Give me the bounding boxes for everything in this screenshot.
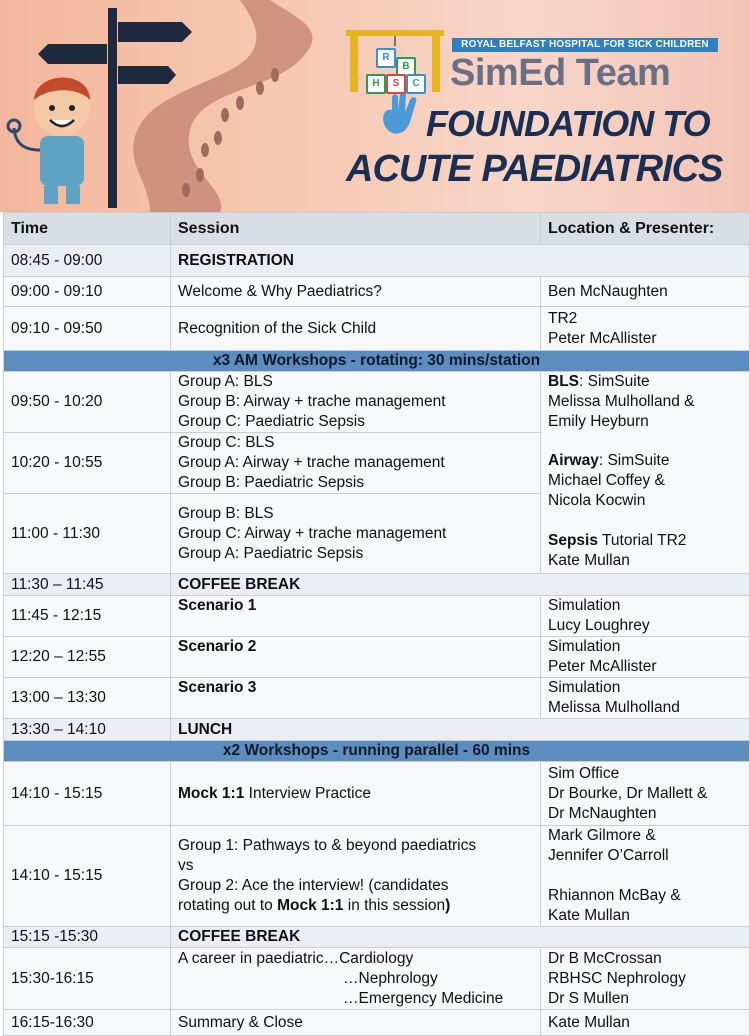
presenter-line: Lucy Loughrey [548, 617, 650, 634]
row-time: 11:45 - 12:15 [4, 596, 171, 637]
row-time: 12:20 – 12:55 [4, 637, 171, 678]
presenter-line: Peter McAllister [548, 658, 657, 675]
sign-right-icon [118, 22, 192, 42]
table-row [4, 307, 750, 351]
row-location: Ben McNaughten [541, 277, 750, 307]
session-line: vs [178, 857, 194, 874]
row-time: 09:00 - 09:10 [4, 277, 171, 307]
header-session: Session [171, 213, 541, 245]
presenter-line: Melissa Mulholland & [548, 393, 695, 410]
row-location [541, 948, 750, 1010]
row-time: 08:45 - 09:00 [4, 245, 171, 277]
session-line: …Emergency Medicine [343, 989, 504, 1007]
row-location [541, 826, 750, 927]
logo-letter-b: B [396, 57, 416, 77]
table-row [4, 372, 750, 433]
location-line: TR2 [548, 309, 578, 327]
table-row [4, 277, 750, 307]
row-location [541, 678, 750, 719]
session-line: Group A: BLS [178, 373, 273, 390]
hospital-name: ROYAL BELFAST HOSPITAL FOR SICK CHILDREN [452, 38, 718, 52]
section-banner-row [4, 351, 750, 372]
location-line: Simulation [548, 638, 621, 655]
table-row [4, 927, 750, 948]
row-session [171, 948, 541, 1010]
bls-label: BLS [548, 373, 579, 390]
schedule-table [3, 212, 750, 1036]
row-time: 11:00 - 11:30 [4, 494, 171, 574]
row-session [171, 433, 541, 494]
row-session: Recognition of the Sick Child [171, 307, 541, 351]
bls-room: : SimSuite [579, 373, 650, 390]
closing-paren: ) [445, 897, 451, 914]
session-line: Group B: Airway + trache management [178, 393, 446, 410]
session-text: in this session [343, 897, 446, 914]
session-line: Group C: Airway + trache management [178, 524, 447, 542]
row-time: 15:30-16:15 [4, 948, 171, 1010]
row-session [171, 826, 541, 927]
location-line: Simulation [548, 679, 621, 696]
spacer [548, 511, 742, 531]
session-line: Group C: Paediatric Sepsis [178, 413, 365, 430]
sepsis-label: Sepsis [548, 532, 598, 549]
signpost-pole [108, 8, 117, 208]
presenter-line: Peter McAllister [548, 329, 657, 347]
table-row [4, 719, 750, 741]
session-line [178, 896, 533, 916]
row-session: Welcome & Why Paediatrics? [171, 277, 541, 307]
table-row [4, 678, 750, 719]
spacer [548, 432, 742, 451]
location-line: Simulation [548, 597, 621, 614]
row-location [541, 637, 750, 678]
header-location: Location & Presenter: [541, 213, 750, 245]
row-session: COFFEE BREAK [171, 927, 750, 948]
row-time: 15:15 -15:30 [4, 927, 171, 948]
title-line-2: ACUTE PAEDIATRICS [346, 148, 723, 190]
row-session: COFFEE BREAK [171, 574, 750, 596]
session-line: Group C: BLS [178, 434, 275, 451]
row-session: Summary & Close [171, 1010, 541, 1036]
row-time: 13:30 – 14:10 [4, 719, 171, 741]
row-session [171, 372, 541, 433]
logo-letter-c: C [406, 74, 426, 94]
sepsis-room: Tutorial TR2 [597, 532, 687, 549]
presenter-line: Nicola Kocwin [548, 492, 646, 509]
table-row [4, 1010, 750, 1036]
table-row [4, 948, 750, 1010]
row-location [541, 596, 750, 637]
row-session [171, 762, 541, 826]
table-row [4, 637, 750, 678]
row-time: 14:10 - 15:15 [4, 826, 171, 927]
airway-location [548, 451, 742, 471]
table-row [4, 762, 750, 826]
session-line: Group B: BLS [178, 504, 274, 522]
session-line: Group B: Paediatric Sepsis [178, 474, 365, 491]
table-row [4, 574, 750, 596]
row-time: 14:10 - 15:15 [4, 762, 171, 826]
presenter-line: Kate Mullan [548, 552, 630, 569]
title-line-1: FOUNDATION TO [426, 103, 710, 144]
session-line: Group A: Paediatric Sepsis [178, 544, 364, 562]
session-line: …Nephrology [343, 969, 438, 987]
logo-letter-s: S [386, 74, 406, 94]
row-session: REGISTRATION [171, 245, 750, 277]
presenter-line: Jennifer O’Carroll [548, 847, 669, 864]
row-time: 10:20 - 10:55 [4, 433, 171, 494]
table-header-row [4, 213, 750, 245]
presenter-line: Rhiannon McBay & [548, 887, 681, 904]
mock-label: Mock 1:1 [277, 897, 344, 914]
presenter-line: Kate Mullan [548, 907, 630, 924]
presenter-line: Michael Coffey & [548, 472, 665, 489]
session-line: A career in paediatric…Cardiology [178, 949, 414, 967]
bls-location [548, 372, 742, 392]
hand-icon [383, 91, 416, 133]
mock-rest: Interview Practice [244, 784, 371, 802]
location-line: Sim Office [548, 764, 620, 782]
row-session: Scenario 3 [171, 678, 541, 719]
workshop-locations [541, 372, 750, 574]
logo-letter-h: H [366, 74, 386, 94]
sign-left-icon [38, 44, 107, 64]
am-workshops-banner: x3 AM Workshops - rotating: 30 mins/station [4, 351, 750, 372]
row-time: 09:50 - 10:20 [4, 372, 171, 433]
airway-label: Airway [548, 452, 599, 469]
logo-letter-r: R [376, 48, 396, 68]
row-session: LUNCH [171, 719, 750, 741]
row-session: Scenario 1 [171, 596, 541, 637]
sign-right-small-icon [118, 66, 176, 84]
rotating-text: rotating out to [178, 897, 278, 914]
sepsis-location [548, 531, 742, 551]
mock-label: Mock 1:1 [178, 784, 245, 802]
session-line: Group A: Airway + trache management [178, 454, 445, 471]
pm-workshops-banner: x2 Workshops - running parallel - 60 mins [4, 741, 750, 762]
row-time: 11:30 – 11:45 [4, 574, 171, 596]
presenter-line: Dr McNaughten [548, 804, 657, 822]
row-time: 16:15-16:30 [4, 1010, 171, 1036]
section-banner-row [4, 741, 750, 762]
presenter-line: Melissa Mulholland [548, 699, 680, 716]
row-time: 13:00 – 13:30 [4, 678, 171, 719]
row-session [171, 494, 541, 574]
session-line: Group 2: Ace the interview! (candidates [178, 877, 449, 894]
table-row [4, 826, 750, 927]
doctor-character-icon [8, 78, 90, 205]
presenter-line: Dr B McCrossan [548, 949, 662, 967]
session-line: Group 1: Pathways to & beyond paediatrics [178, 837, 477, 854]
spacer [548, 866, 742, 886]
team-name: SimEd Team [450, 52, 671, 94]
table-row [4, 245, 750, 277]
presenter-line: Emily Heyburn [548, 413, 649, 430]
row-location: Kate Mullan [541, 1010, 750, 1036]
airway-room: : SimSuite [598, 452, 670, 469]
header-banner [0, 0, 750, 212]
header-time: Time [4, 213, 171, 245]
row-time: 09:10 - 09:50 [4, 307, 171, 351]
presenter-line: Dr Bourke, Dr Mallett & [548, 784, 708, 802]
presenter-line: Mark Gilmore & [548, 827, 656, 844]
presenter-line: Dr S Mullen [548, 989, 629, 1007]
row-location [541, 762, 750, 826]
row-session: Scenario 2 [171, 637, 541, 678]
presenter-line: RBHSC Nephrology [548, 969, 686, 987]
row-location [541, 307, 750, 351]
table-row [4, 596, 750, 637]
